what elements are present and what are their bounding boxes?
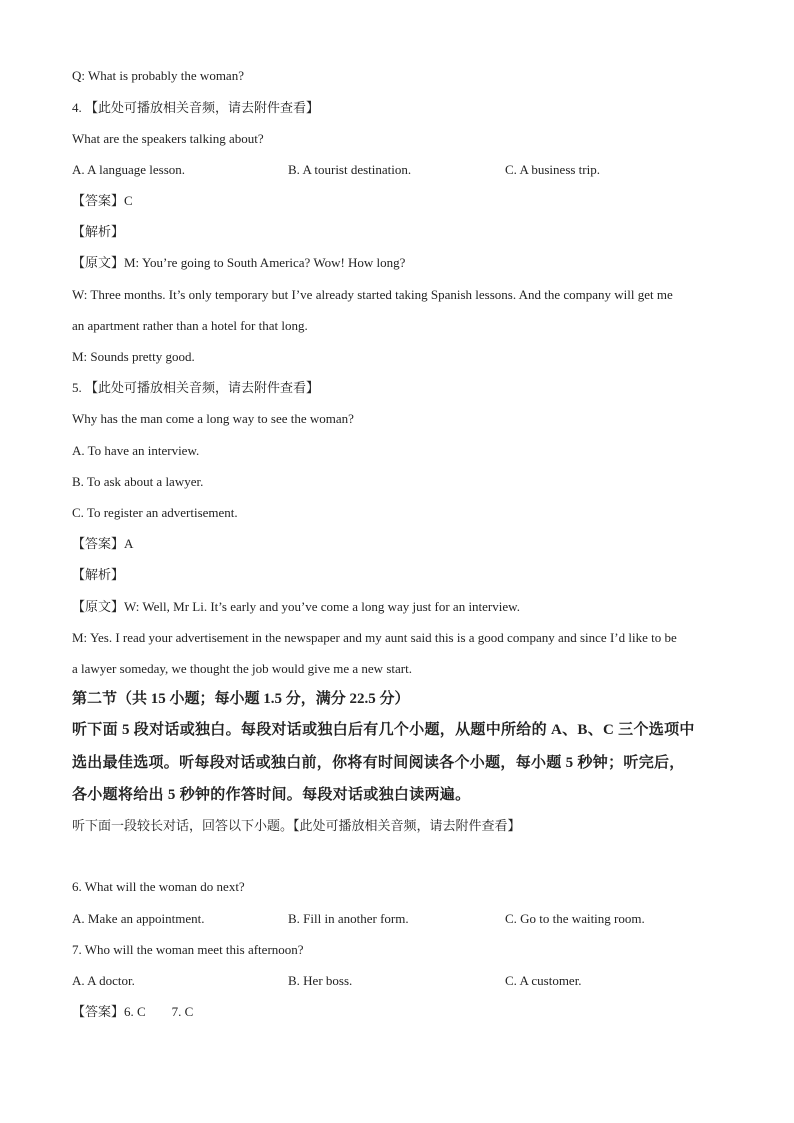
q5-answer: 【答案】A [72, 536, 134, 551]
q4-transcript-2: W: Three months. It’s only temporary but I’ve already started taking Spanish lessons. And the company will get me [72, 287, 673, 302]
q4-analysis: 【解析】 [72, 224, 125, 239]
q7-option-c: C. A customer. [505, 973, 582, 988]
q6-option-b: B. Fill in another form. [288, 911, 409, 926]
q4-transcript-3: an apartment rather than a hotel for that long. [72, 318, 308, 333]
q5-transcript-1: 【原文】W: Well, Mr Li. It’s early and you’ve come a long way just for an interview. [72, 599, 520, 614]
q5-transcript-3: a lawyer someday, we thought the job would give me a new start. [72, 661, 412, 676]
section2-title: 第二节（共 15 小题；每小题 1.5 分，满分 22.5 分） [72, 691, 410, 707]
q7-option-b: B. Her boss. [288, 973, 353, 988]
q4-option-c: C. A business trip. [505, 162, 600, 177]
q6-option-c: C. Go to the waiting room. [505, 911, 645, 926]
section2-instruction-1: 听下面 5 段对话或独白。每段对话或独白后有几个小题，从题中所给的 A、B、C 三个选项中 [72, 722, 695, 738]
q5-transcript-2: M: Yes. I read your advertisement in the newspaper and my aunt said this is a good company and since I’d like to be [72, 630, 677, 645]
section2-instruction-2: 选出最佳选项。听每段对话或独白前，你将有时间阅读各个小题，每小题 5 秒钟；听完后， [72, 755, 685, 771]
q5-option-b: B. To ask about a lawyer. [72, 474, 204, 489]
q4-answer: 【答案】C [72, 193, 133, 208]
q5-question: Why has the man come a long way to see the woman? [72, 411, 354, 426]
q4-question: What are the speakers talking about? [72, 131, 264, 146]
q4-option-b: B. A tourist destination. [288, 162, 412, 177]
q4-header: 4. 【此处可播放相关音频，请去附件查看】 [72, 100, 320, 115]
q4-transcript-4: M: Sounds pretty good. [72, 349, 195, 364]
q5-option-a: A. To have an interview. [72, 443, 200, 458]
q6-question: 6. What will the woman do next? [72, 879, 245, 894]
q7-option-a: A. A doctor. [72, 973, 135, 988]
q6-option-a: A. Make an appointment. [72, 911, 205, 926]
q4-transcript-1: 【原文】M: You’re going to South America? Wow! How long? [72, 255, 406, 270]
q3-question: Q: What is probably the woman? [72, 68, 244, 83]
q5-option-c: C. To register an advertisement. [72, 505, 238, 520]
q4-option-a: A. A language lesson. [72, 162, 186, 177]
q5-analysis: 【解析】 [72, 567, 125, 582]
section2-prompt: 听下面一段较长对话，回答以下小题。【此处可播放相关音频，请去附件查看】 [72, 818, 521, 833]
section2-instruction-3: 各小题将给出 5 秒钟的作答时间。每段对话或独白读两遍。 [72, 787, 471, 803]
q5-header: 5. 【此处可播放相关音频，请去附件查看】 [72, 380, 320, 395]
q6-q7-answer: 【答案】6. C 7. C [72, 1004, 194, 1019]
q7-question: 7. Who will the woman meet this afternoon? [72, 942, 304, 957]
